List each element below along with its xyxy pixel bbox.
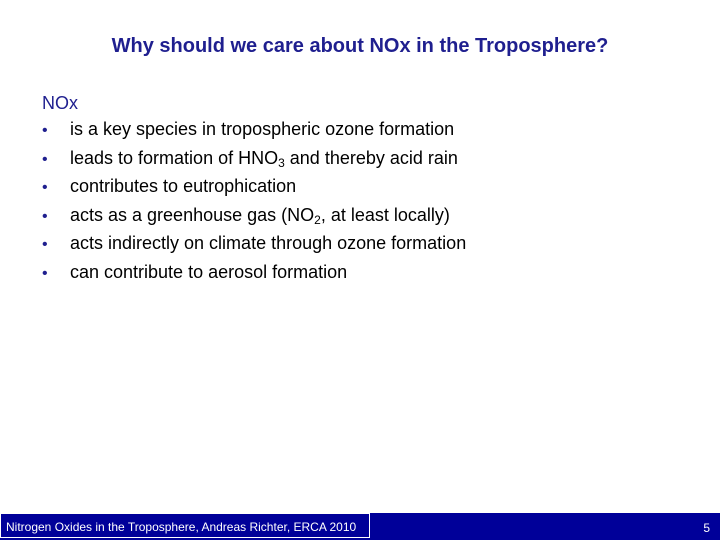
bullet-marker: •	[42, 207, 48, 225]
bullet-text: contributes to eutrophication	[70, 176, 297, 196]
bullet-text-after: and thereby acid rain	[284, 147, 458, 168]
bullet-item	[42, 205, 466, 234]
bullet-marker: •	[42, 264, 48, 282]
bullet-text-before: leads to formation of HNO	[70, 147, 279, 168]
bullet-text: is a key species in tropospheric ozone formation	[70, 119, 455, 139]
bullet-text: acts indirectly on climate through ozone formation	[70, 233, 467, 253]
footer-caption: Nitrogen Oxides in the Troposphere, Andreas Richter, ERCA 2010	[6, 520, 357, 534]
bullet-item	[42, 119, 466, 148]
slide-title: Why should we care about NOx in the Troposphere?	[111, 35, 609, 57]
bullet-marker: •	[42, 150, 48, 168]
bullet-marker: •	[42, 179, 48, 196]
bullet-text	[70, 205, 450, 226]
bullet-list	[42, 119, 466, 290]
bullet-text	[70, 148, 458, 169]
bullet-item	[42, 176, 466, 205]
bullet-text-before: acts as a greenhouse gas (NO	[70, 204, 315, 225]
bullet-marker: •	[42, 122, 48, 139]
bullet-item	[42, 148, 466, 177]
bullet-text-after: , at least locally)	[320, 204, 450, 225]
footer-caption-box	[0, 513, 370, 538]
subscript: 3	[278, 155, 285, 170]
bullet-item	[42, 233, 466, 262]
footer-bar	[0, 513, 720, 540]
subscript: 2	[314, 212, 321, 227]
bullet-text: can contribute to aerosol formation	[70, 261, 348, 282]
page-number: 5	[703, 521, 710, 535]
bullet-item	[42, 262, 466, 291]
section-heading: NOx	[42, 93, 78, 113]
bullet-marker: •	[42, 236, 48, 253]
